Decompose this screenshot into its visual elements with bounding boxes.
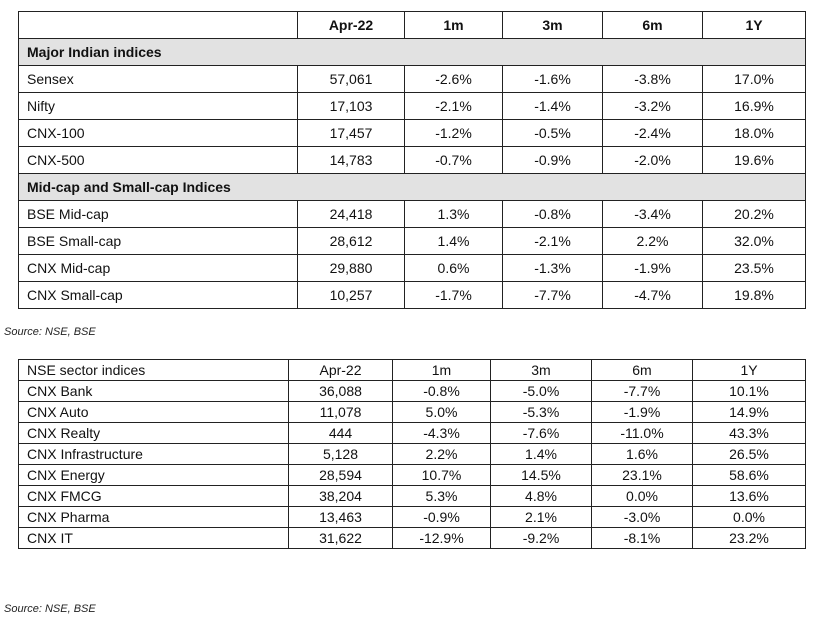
- value-6m: -3.0%: [592, 507, 693, 528]
- table-row: [19, 507, 806, 528]
- value-3m: 4.8%: [491, 486, 592, 507]
- value-1m: -0.7%: [405, 147, 503, 174]
- value-1y: 18.0%: [703, 120, 806, 147]
- value-1y: 14.9%: [693, 402, 806, 423]
- sector-name: CNX Bank: [19, 381, 289, 402]
- table-row: [19, 381, 806, 402]
- value-apr-22: 13,463: [289, 507, 393, 528]
- section-header-row: [19, 174, 806, 201]
- index-name: Sensex: [19, 66, 298, 93]
- value-apr-22: 10,257: [298, 282, 405, 309]
- value-apr-22: 444: [289, 423, 393, 444]
- table-row: [19, 444, 806, 465]
- header-1m: 1m: [393, 360, 491, 381]
- table-row: [19, 528, 806, 549]
- value-apr-22: 14,783: [298, 147, 405, 174]
- value-1y: 20.2%: [703, 201, 806, 228]
- value-apr-22: 31,622: [289, 528, 393, 549]
- value-3m: 14.5%: [491, 465, 592, 486]
- value-3m: -7.6%: [491, 423, 592, 444]
- value-6m: -7.7%: [592, 381, 693, 402]
- table-row: [19, 423, 806, 444]
- index-name: BSE Small-cap: [19, 228, 298, 255]
- value-apr-22: 24,418: [298, 201, 405, 228]
- value-6m: 1.6%: [592, 444, 693, 465]
- value-3m: -7.7%: [503, 282, 603, 309]
- value-6m: -1.9%: [592, 402, 693, 423]
- value-3m: -0.5%: [503, 120, 603, 147]
- value-6m: -2.0%: [603, 147, 703, 174]
- table-row: [19, 228, 806, 255]
- value-3m: -1.4%: [503, 93, 603, 120]
- value-1m: 2.2%: [393, 444, 491, 465]
- header-1y: 1Y: [693, 360, 806, 381]
- index-name: BSE Mid-cap: [19, 201, 298, 228]
- value-1m: -0.8%: [393, 381, 491, 402]
- value-1y: 26.5%: [693, 444, 806, 465]
- value-1y: 23.2%: [693, 528, 806, 549]
- sector-name: CNX IT: [19, 528, 289, 549]
- table-row: [19, 255, 806, 282]
- value-3m: 2.1%: [491, 507, 592, 528]
- value-1y: 10.1%: [693, 381, 806, 402]
- table-row: [19, 201, 806, 228]
- value-1y: 32.0%: [703, 228, 806, 255]
- value-3m: 1.4%: [491, 444, 592, 465]
- sector-name: CNX Auto: [19, 402, 289, 423]
- section-title-major: Major Indian indices: [19, 39, 806, 66]
- value-1m: 5.3%: [393, 486, 491, 507]
- value-1y: 17.0%: [703, 66, 806, 93]
- value-6m: 0.0%: [592, 486, 693, 507]
- value-3m: -0.9%: [503, 147, 603, 174]
- sector-name: CNX Infrastructure: [19, 444, 289, 465]
- value-6m: -3.2%: [603, 93, 703, 120]
- header-6m: 6m: [603, 12, 703, 39]
- header-1m: 1m: [405, 12, 503, 39]
- value-6m: -2.4%: [603, 120, 703, 147]
- header-3m: 3m: [503, 12, 603, 39]
- value-1y: 19.6%: [703, 147, 806, 174]
- value-apr-22: 17,457: [298, 120, 405, 147]
- section-title-midcap-smallcap: Mid-cap and Small-cap Indices: [19, 174, 806, 201]
- value-3m: -1.6%: [503, 66, 603, 93]
- table-row: [19, 282, 806, 309]
- value-6m: 2.2%: [603, 228, 703, 255]
- value-6m: -4.7%: [603, 282, 703, 309]
- major-indices-table: [18, 11, 806, 309]
- sector-name: CNX Pharma: [19, 507, 289, 528]
- value-1m: -1.2%: [405, 120, 503, 147]
- value-1m: -4.3%: [393, 423, 491, 444]
- table-header-row: [19, 360, 806, 381]
- value-1y: 0.0%: [693, 507, 806, 528]
- value-apr-22: 17,103: [298, 93, 405, 120]
- value-apr-22: 11,078: [289, 402, 393, 423]
- value-6m: -3.8%: [603, 66, 703, 93]
- value-1y: 19.8%: [703, 282, 806, 309]
- value-1m: 0.6%: [405, 255, 503, 282]
- value-3m: -9.2%: [491, 528, 592, 549]
- value-3m: -5.3%: [491, 402, 592, 423]
- value-apr-22: 5,128: [289, 444, 393, 465]
- value-3m: -0.8%: [503, 201, 603, 228]
- table-row: [19, 147, 806, 174]
- header-1y: 1Y: [703, 12, 806, 39]
- sector-name: CNX Realty: [19, 423, 289, 444]
- table-row: [19, 486, 806, 507]
- index-name: CNX Mid-cap: [19, 255, 298, 282]
- value-1y: 13.6%: [693, 486, 806, 507]
- value-3m: -2.1%: [503, 228, 603, 255]
- index-name: CNX Small-cap: [19, 282, 298, 309]
- value-1y: 23.5%: [703, 255, 806, 282]
- value-6m: -3.4%: [603, 201, 703, 228]
- table-row: [19, 402, 806, 423]
- sector-indices-table: [18, 359, 806, 549]
- table-row: [19, 93, 806, 120]
- value-apr-22: 28,594: [289, 465, 393, 486]
- header-apr-22: Apr-22: [298, 12, 405, 39]
- table-row: [19, 66, 806, 93]
- source-note: Source: NSE, BSE: [4, 326, 96, 338]
- source-note: Source: NSE, BSE: [4, 603, 96, 615]
- table-row: [19, 120, 806, 147]
- header-apr-22: Apr-22: [289, 360, 393, 381]
- value-1y: 16.9%: [703, 93, 806, 120]
- value-1m: -1.7%: [405, 282, 503, 309]
- value-1m: 5.0%: [393, 402, 491, 423]
- value-6m: 23.1%: [592, 465, 693, 486]
- value-6m: -1.9%: [603, 255, 703, 282]
- header-index-name: [19, 12, 298, 39]
- header-3m: 3m: [491, 360, 592, 381]
- value-1y: 43.3%: [693, 423, 806, 444]
- value-1m: 1.3%: [405, 201, 503, 228]
- value-1m: -0.9%: [393, 507, 491, 528]
- value-3m: -5.0%: [491, 381, 592, 402]
- header-sector-name: NSE sector indices: [19, 360, 289, 381]
- table-row: [19, 465, 806, 486]
- sector-name: CNX Energy: [19, 465, 289, 486]
- value-1m: -2.1%: [405, 93, 503, 120]
- sector-name: CNX FMCG: [19, 486, 289, 507]
- value-3m: -1.3%: [503, 255, 603, 282]
- value-apr-22: 29,880: [298, 255, 405, 282]
- value-1m: -2.6%: [405, 66, 503, 93]
- value-1m: -12.9%: [393, 528, 491, 549]
- value-6m: -11.0%: [592, 423, 693, 444]
- index-name: Nifty: [19, 93, 298, 120]
- section-header-row: [19, 39, 806, 66]
- value-apr-22: 57,061: [298, 66, 405, 93]
- value-apr-22: 36,088: [289, 381, 393, 402]
- table-header-row: [19, 12, 806, 39]
- value-apr-22: 38,204: [289, 486, 393, 507]
- value-1y: 58.6%: [693, 465, 806, 486]
- value-1m: 10.7%: [393, 465, 491, 486]
- index-name: CNX-500: [19, 147, 298, 174]
- index-name: CNX-100: [19, 120, 298, 147]
- value-apr-22: 28,612: [298, 228, 405, 255]
- value-6m: -8.1%: [592, 528, 693, 549]
- header-6m: 6m: [592, 360, 693, 381]
- value-1m: 1.4%: [405, 228, 503, 255]
